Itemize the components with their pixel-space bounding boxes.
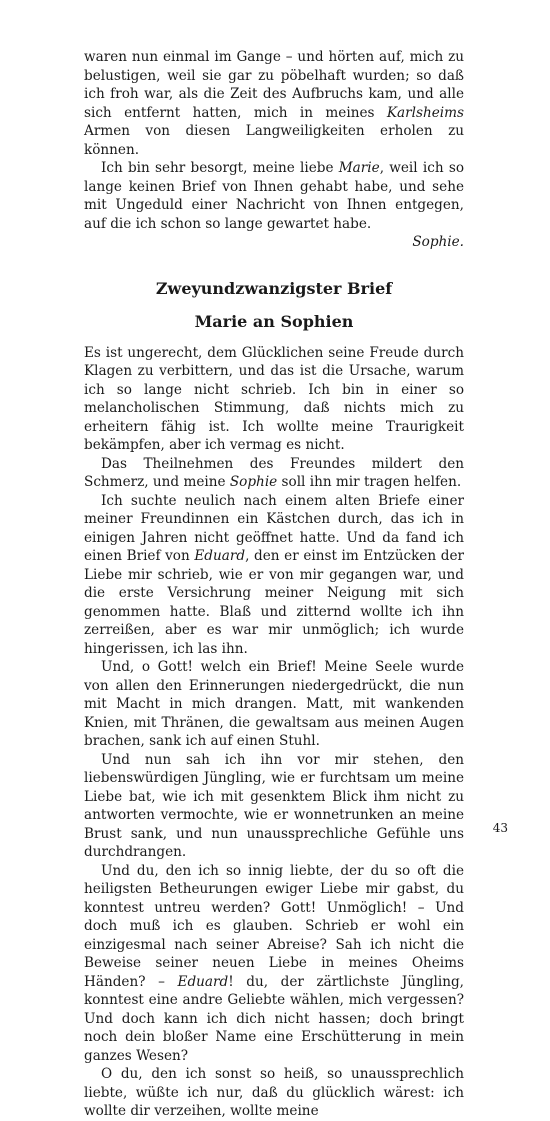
name-eduard: Eduard: [194, 548, 246, 564]
body-paragraph-7: O du, den ich sonst so heiß, so unaussprechlich liebte, wüßte ich nur, daß du glücklich wärest: ich wollte dir verzeihen, wollte meine: [84, 1066, 464, 1119]
letter-subheading: Marie an Sophien: [194, 311, 354, 331]
signature: Sophie.: [412, 234, 464, 250]
name-karlsheim: Karlsheims: [386, 104, 464, 121]
body-paragraph-5: Und nun sah ich ihn vor mir stehen, den liebenswürdigen Jüngling, wie er furchtsam um meine Liebe bat, wie ich mit gesenktem Blick ihm nicht zu antworten vermochte, wie er wonnetrunken an meine Brust sank, und nun unaussprechliche Gefühle uns durchdrangen.: [84, 751, 464, 860]
page-number: 43: [492, 821, 508, 835]
text-block: [84, 48, 464, 1121]
letter-heading: Zweyundzwanzigster Brief: [155, 278, 393, 298]
continued-paragraph: waren nun einmal im Gange – und hörten auf, mich zu belustigen, weil sie gar zu pöbelhaft wurden; so daß ich froh war, als die Zeit des Aufbruchs kam, und alle sich entfernt hatten, mich in meines Karlsheims Armen von diesen Langweiligkeiten erholen zu können.: [84, 49, 464, 158]
body-paragraph-3: Ich suchte neulich nach einem alten Briefe einer meiner Freundinnen ein Kästchen durch, das ich in einigen Jahren nicht geöffnet hatte. Und da fand ich einen Brief von Eduard, den er einst im Entzücken der Liebe mir schrieb, wie er von mir gegangen war, und die erste Versichrung meiner Neigung mit sich genommen hatte. Blaß und zitternd wollte ich ihn zerreißen, aber es war mir unmöglich; ich wurde hingerissen, ich las ihn.: [84, 492, 464, 657]
name-marie: Marie: [338, 160, 380, 176]
body-paragraph-4: Und, o Gott! welch ein Brief! Meine Seele wurde von allen den Erinnerungen niedergedrückt, die nun mit Macht in mich drangen. Matt, mit wankenden Knien, mit Thränen, die gewaltsam aus meinen Augen brachen, sank ich auf einen Stuhl.: [84, 659, 464, 749]
closing-paragraph: Ich bin sehr besorgt, meine liebe Marie, weil ich so lange keinen Brief von Ihnen gehabt habe, und sehe mit Ungeduld einer Nachricht von Ihnen entgegen, auf die ich schon so lange gewartet habe.: [84, 160, 464, 232]
body-paragraph-6: Und du, den ich so innig liebte, der du so oft die heiligsten Betheurungen ewiger Liebe mir gabst, du konntest untreu werden? Gott! Unmöglich! – Und doch muß ich es glauben. Schrieb er wohl ein einzigesmal nach seiner Abreise? Sah ich nicht die Beweise seiner neuen Liebe in meines Oheims Händen? – Eduard! du, der zärtlichste Jüngling, konntest eine andre Geliebte wählen, mich vergessen? Und doch kann ich dich nicht hassen; doch bringt noch dein bloßer Name eine Erschütterung in mein ganzes Wesen?: [84, 862, 464, 1064]
name-eduard: Eduard: [177, 973, 229, 990]
name-sophie: Sophie: [229, 474, 278, 490]
body-paragraph-2: Das Theilnehmen des Freundes mildert den Schmerz, und meine Sophie soll ihn mir tragen helfen.: [84, 455, 464, 490]
body-paragraph-1: Es ist ungerecht, dem Glücklichen seine Freude durch Klagen zu verbittern, und das ist die Ursache, warum ich so lange nicht schrieb. Ich bin in einer so melancholischen Stimmung, daß nichts mich zu erheitern fähig ist. Ich wollte meine Traurigkeit bekämpfen, aber ich vermag es nicht.: [84, 344, 464, 453]
